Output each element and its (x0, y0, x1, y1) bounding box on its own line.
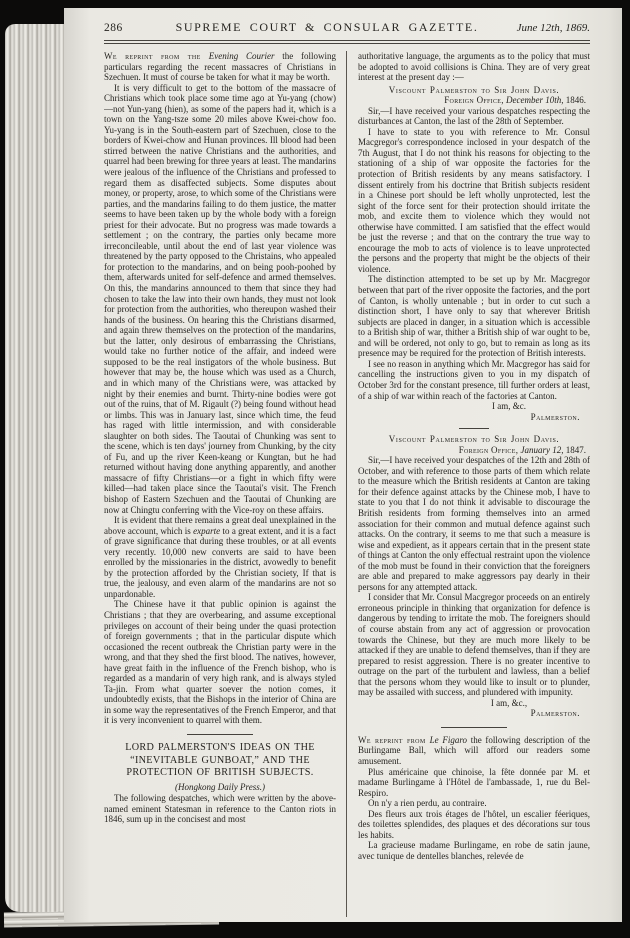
lead-in-text: We reprint from (358, 734, 430, 745)
article-heading: LORD PALMERSTON'S IDEAS ON THE “INEVITABLE GUNBOAT,” AND THE PROTECTION OF BRITISH SUBJECTS. (125, 742, 315, 779)
lead-in-rest: the following description of the Burlingame Ball, which will afford our readers some amusement. (358, 734, 590, 766)
page-header (104, 20, 590, 35)
cited-publication: Le Figaro (429, 734, 468, 745)
page-number: 286 (104, 22, 123, 34)
letter-paragraph: I see no reason in anything which Mr. Macgregor has said for cancelling the instructions given to you in my dispatch of October 3rd for the constant presence, till further orders at least, of a ship of war within reach of the factories at Canton. (358, 358, 590, 401)
left-column (104, 51, 346, 917)
latin-term: exparte (193, 525, 221, 536)
section-divider (187, 734, 253, 735)
letter-paragraph: The distinction attempted to be set up by Mr. Macgregor between that part of the river opposite the factories, and the port of Canton, is wholly untenable ; but in order to cut such a distinction short, I have only to say that wherever British subjects are placed in danger, in a situation which is accessible to a British ship of war, thither a British ship of war ought to be, and will be ordered, not only to go, but to remain as long as its presence may be required for the protection of British interests. (358, 274, 590, 359)
letter-year: 1846. (565, 95, 586, 106)
article-paragraph: authoritative language, the arguments as to the policy that must be adopted to avoid collisions is China. They are of very great interest at the present day :— (358, 51, 590, 83)
article-paragraph: On n'y a rien perdu, au contraire. (368, 798, 487, 809)
article-paragraph (104, 515, 336, 599)
book-page-edge-stack (5, 24, 65, 912)
letter-heading: Viscount Palmerston to Sir John Davis. (388, 84, 560, 95)
header-double-rule (104, 40, 590, 44)
section-divider (459, 428, 489, 429)
letter-signature: Palmerston. (530, 411, 580, 422)
article-paragraph (104, 51, 336, 83)
article-source: (Hongkong Daily Press.) (175, 781, 265, 792)
lead-in-rest: the following particulars regarding the recent massacres of Christians in Szechuen. It must of course be taken for what it may be worth. (104, 51, 336, 83)
masthead-title: SUPREME COURT & CONSULAR GAZETTE. (175, 20, 479, 34)
article-paragraph (358, 735, 590, 767)
letter-paragraph: Sir,—I have received your despatches of the 12th and 28th of October, and with reference to those parts of them which relate to the measure which the British residents at Canton are taking for their defence against attacks by the Chinese mob, I have to state to you that I do not think it advisable to discourage the British residents from forming themselves into an armed association for their common and mutual defence against such attacks. On the contrary, it seems to me that such a measure is wise and expedient, as it appears certain that in the present state of things at Canton the only effectual restraint upon the violence of the mob must be found in their conviction that the foreigners are able and prepared to make aggressors pay dearly in their persons for any attempted attack. (358, 455, 590, 592)
lead-in-text: We reprint from the (104, 51, 209, 61)
article-paragraph: La gracieuse madame Burlingame, en robe de satin jaune, avec tunique de dentelles blanches, relevée de (358, 840, 590, 861)
office-name: Foreign Office, (444, 95, 504, 106)
letter-dateline (358, 445, 590, 456)
letter-year: 1847. (565, 444, 586, 455)
article-paragraph: It is very difficult to get to the bottom of the massacre of Christians which took place some time ago at Yu-yang (chow)—not Yun-yang (hien), as some of the papers had it, which is a town on the Yang-tsze some 20 miles above Kwei-chow foo. Yu-yang is in the South-eastern part of Szechuen, close to the borders of Kwei-chow and Hunan provinces. Ill blood had been stirred between the native Christians and the authorities, and quarrel had been brewing for three years at least. The mandarins were jealous of the influence of the Christians and professed to regard them as disaffected subjects. Some disputes about money, or property, arose, to which some of the Christians were parties, and the mandarins failing to do them justice, the matter seems to have been taken up by the whole body with a foreign priest for their advocate. But no progress was made towards a settlement ; on the contrary, the parties only became more irreconcileable, until about the end of last year violence was threatened by the party opposed to the Christains, who appealed for protection to the mandarins, and on being pooh-poohed by them, afterwards united for self-defence and armed themselves. On this, the mandarins announced to them that since they had chosen to take the law into their own hands, they must not look for protection from the authorities, who thereupon washed their hands of the business. On hearing this the Christians disarmed, and again threw themselves on the protection of the mandarins, but the latter, only desirous of embarrassing the Christians, would take no further notice of the affair, and indeed were supposed to be the real instigators of the whole business. But however that may be, the house which was used as a Church, and in which many of the Christians were, was attacked by night by their enemies and burnt. Thirty-nine bodies were got out of the ruins, that of M. Rigault (?) being found without head or limbs. This was in January last, since which time, the feud has raged with little intermission, and with considerable slaughter on both sides. The Taoutai of Chunking was sent to the scene, which is ten days' journey from Chunking, by the city of Fu, and up the river Keen-keang or Kungtan, but he had returned without having done anything apparently, and another massacre of fifty Christians—or a fight in which fifty were killed—had taken place since the Taoutai's visit. The French bishop of Eastern Szechuen and the Taoutai of Chunking are now at Chingtu conferring with the Vice-roy on these affairs. (104, 82, 336, 515)
letter-heading: Viscount Palmerston to Sir John Davis. (388, 434, 560, 445)
right-column (346, 51, 590, 917)
issue-date: June 12th, 1869. (516, 22, 590, 34)
letter-paragraph: I have to state to you with reference to Mr. Consul Macgregor's correspondence inclosed in your despatch of the 7th August, that I do not think his reasons for objecting to the stationing of a ship of war opposite the factories for the protection of British residents by any means satisfactory. I dissent entirely from his doctrine that British subjects resident in a Chinese port should be left wholly unprotected, lest the sight of the force sent for their protection should irritate the mob, and excite them to violence which they would not otherwise have committed. I am satisfied that the effect would be just the reverse ; and that on the contrary the true way to encourage the mob to acts of violence is to leave unprotected the persons and the property that might be the objects of their violence. (358, 126, 590, 274)
paper-sheet (64, 8, 622, 922)
letter-valediction: I am, &c., (490, 697, 528, 708)
article-paragraph: The Chinese have it that public opinion is against the Christians ; that they are overbearing, and assume exceptional privileges on account of their being under the quasi protection of foreign governments ; that in the particular dispute which occasioned the recent outbreak the Christian party were in the wrong, and that they shed the first blood. The natives, however, have great faith in the influence of the French bishop, who is regarded as a mandarin of very high rank, and is always styled Ta-jin. From what quarter soever the notion comes, it undoubtedly exists, that the Bishops in the interior of China are in some way the representatives of the French Emperor, and that it is very inconvenient to quarrel with them. (104, 599, 336, 726)
article-paragraph: Plus américaine que chinoise, la fête donnée par M. et madame Burlingame à l'Hôtel de l'ambassade, 1, rue du Bel-Respiro. (358, 766, 590, 798)
letter-paragraph: I consider that Mr. Consul Macgregor proceeds on an entirely erroneous principle in thinking that organization for defence is dangerous by tending to irritate the mob. The foreigners should of course abstain from any act of aggression or provocation towards the Chinese, but they are much more likely to be attacked if they are unable to defend themselves, than if they are prepared to resist aggression. There is no greater incentive to outrage on the part of the turbulent and lawless, than a belief that the persons whom they would like to insult or to plunder, may be assailed with success, and plundered with impunity. (358, 592, 590, 698)
paragraph-text: to a great extent, and it is a fact of grave significance that during these troubles, or at all events very recently. 10,000 new converts are said to have been enrolled by the missionaries in the district, avowedly to benefit by the protection afforded by the Christian society, If that is true, the jealousy, and even alarm of the mandarins are not so unpardonable. (104, 525, 336, 599)
office-name: Foreign Office, (458, 444, 519, 455)
letter-paragraph: Sir,—I have received your various despatches respecting the disturbanсes at Canton, the last of the 28th of September. (358, 105, 590, 127)
article-paragraph: Des fleurs aux trois étages de l'hôtel, un escalier féeriques, des toilettes splendides, des plaques et des décorations sur tous les habits. (358, 808, 590, 840)
text-columns (104, 51, 590, 917)
letter-dateline (358, 95, 590, 106)
letter-signature: Palmerston. (530, 708, 580, 719)
article-paragraph: The following despatches, which were written by the above-named eminent Statesman in reference to the Canton riots in 1846, sum up in the concisest and most (104, 793, 336, 825)
paragraph-text: It is evident that there remains a great deal unexplained in the above account, which is (104, 515, 336, 536)
letter-date: December 10th, (503, 95, 566, 106)
cited-publication: Evening Courier (208, 51, 275, 61)
section-divider (441, 727, 507, 728)
letter-valediction: I am, &c. (492, 401, 526, 412)
letter-date: January 12, (518, 444, 566, 455)
